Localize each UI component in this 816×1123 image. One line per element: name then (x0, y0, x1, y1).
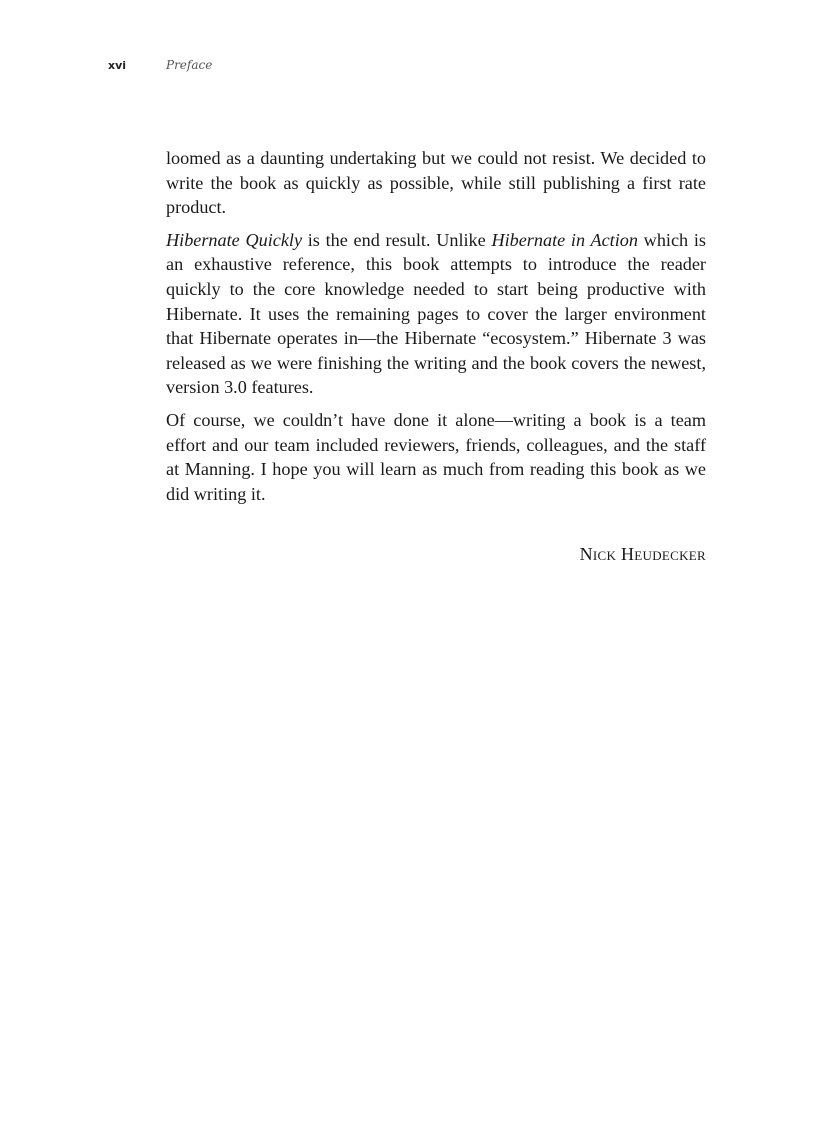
body-text (166, 146, 706, 514)
book-title-hibernate-in-action: Hibernate in Action (491, 229, 638, 250)
page-header (108, 58, 212, 72)
paragraph-3: Of course, we couldn’t have done it alone—writing a book is a team effort and our team included reviewers, friends, colleagues, and the staff at Manning. I hope you will learn as much from reading this book as we did writing it. (166, 409, 706, 504)
running-head: Preface (166, 58, 213, 72)
paragraph-1: loomed as a daunting undertaking but we could not resist. We decided to write the book as quickly as possible, while still publishing a first rate product. (166, 148, 706, 218)
paragraph-2-text-a: is the end result. Unlike (302, 229, 492, 250)
paragraph-2-text-b: which is an exhaustive reference, this book attempts to introduce the reader quickly to the core knowledge needed to start being productive with Hibernate. It uses the remaining pages to cover the larger environment that Hibernate operates in—the Hibernate “ecosystem.” Hibernate 3 was released as we were finishing the writing and the book covers the newest, version 3.0 features. (166, 229, 706, 398)
paragraph-2 (166, 228, 706, 400)
book-title-hibernate-quickly: Hibernate Quickly (166, 229, 303, 250)
author-signature: Nick Heudecker (579, 544, 706, 564)
page-number: xvi (108, 59, 127, 72)
